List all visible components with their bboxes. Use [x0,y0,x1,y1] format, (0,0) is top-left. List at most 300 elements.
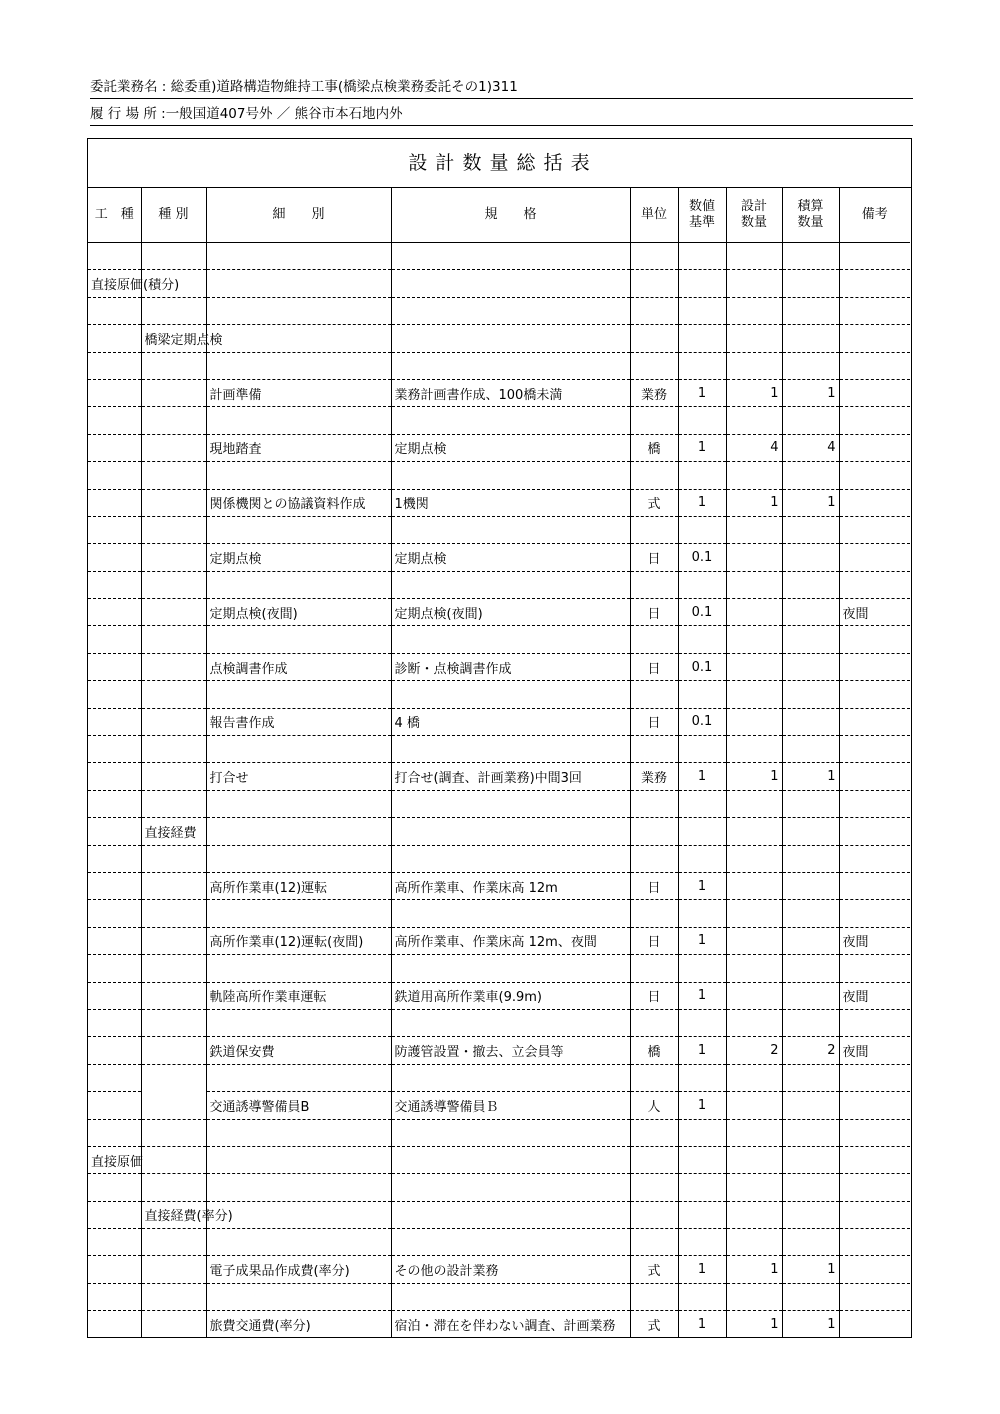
cell-sekkei [726,516,782,543]
cell-sekisan [782,544,839,571]
table-row [88,708,910,735]
cell-kijun [678,352,726,379]
col-header-shubetsu: 種 別 [141,187,206,243]
cell-shubetsu [141,571,206,598]
cell-saibetsu [206,352,391,379]
cell-shubetsu [141,352,206,379]
cell-koushu [88,352,141,379]
cell-sekisan [782,681,839,708]
cell-sekkei [726,708,782,735]
cell-kijun [678,1064,726,1091]
table-row [88,1119,910,1146]
cell-biko [839,325,910,352]
col-header-kikaku: 規 格 [391,187,630,243]
cell-kijun [678,243,726,270]
cell-koushu [88,955,141,982]
cell-kijun [678,571,726,598]
cell-kijun [678,1146,726,1173]
cell-biko [839,790,910,817]
cell-kikaku [391,955,630,982]
cell-sekisan [782,818,839,845]
cell-sekisan [782,708,839,735]
cell-saibetsu [206,243,391,270]
cell-shubetsu [141,708,206,735]
cell-kikaku [391,845,630,872]
table-row [88,243,910,270]
cell-kikaku [391,516,630,543]
cell-biko [839,653,910,680]
col-header-sekkei [726,187,782,243]
cell-kikaku [391,407,630,434]
cell-sekisan [782,1009,839,1036]
cell-koushu [88,872,141,899]
cell-kikaku [391,736,630,763]
cell-saibetsu [206,270,391,297]
cell-sekkei: 1 [726,489,782,516]
cell-sekkei [726,736,782,763]
cell-sekisan [782,270,839,297]
cell-biko [839,571,910,598]
cell-saibetsu [206,845,391,872]
cell-biko [839,763,910,790]
cell-sekisan [782,982,839,1009]
cell-tani [630,1283,678,1310]
cell-koushu [88,845,141,872]
cell-sekkei [726,1201,782,1228]
cell-saibetsu [206,1009,391,1036]
cell-shubetsu [141,626,206,653]
cell-tani: 業務 [630,379,678,406]
cell-koushu: 直接原価(積分) [88,270,141,297]
table-row [88,379,910,406]
cell-kijun: 1 [678,489,726,516]
cell-koushu [88,516,141,543]
cell-sekisan [782,297,839,324]
cell-biko [839,516,910,543]
cell-koushu [88,763,141,790]
cell-tani: 日 [630,927,678,954]
cell-koushu [88,489,141,516]
cell-saibetsu [206,790,391,817]
table-row [88,599,910,626]
cell-tani: 日 [630,982,678,1009]
cell-tani: 橋 [630,1037,678,1064]
cell-koushu [88,982,141,1009]
cell-sekkei [726,1092,782,1119]
cell-kijun [678,516,726,543]
cell-sekisan [782,1201,839,1228]
cell-biko [839,1256,910,1283]
cell-kikaku [391,790,630,817]
cell-tani [630,1201,678,1228]
cell-tani [630,297,678,324]
cell-sekisan [782,955,839,982]
cell-kikaku: 1機関 [391,489,630,516]
cell-koushu: 直接原価 [88,1146,141,1173]
cell-saibetsu [206,1283,391,1310]
cell-sekisan: 1 [782,763,839,790]
cell-kikaku [391,818,630,845]
cell-biko [839,736,910,763]
cell-saibetsu [206,818,391,845]
cell-sekkei: 1 [726,1256,782,1283]
cell-tani: 業務 [630,763,678,790]
cell-shubetsu [141,1146,206,1173]
cell-biko [839,352,910,379]
cell-biko [839,1092,910,1119]
cell-biko [839,1146,910,1173]
cell-koushu [88,407,141,434]
contract-name: 委託業務名 : 総委重)道路構造物維持工事(橋梁点検業務委託その1)311 [90,76,913,99]
cell-saibetsu: 軌陸高所作業車運転 [206,982,391,1009]
table-row [88,900,910,927]
cell-koushu [88,927,141,954]
cell-tani [630,681,678,708]
cell-sekkei [726,982,782,1009]
col-header-tani: 単位 [630,187,678,243]
cell-kikaku: 診断・点検調書作成 [391,653,630,680]
cell-kikaku [391,325,630,352]
cell-kikaku [391,297,630,324]
cell-sekkei [726,845,782,872]
cell-saibetsu: 電子成果品作成費(率分) [206,1256,391,1283]
cell-sekisan: 2 [782,1037,839,1064]
table-row [88,297,910,324]
work-location: 履 行 場 所 :一般国道407号外 ／ 熊谷市本石地内外 [90,103,913,126]
table-row [88,462,910,489]
cell-kikaku [391,352,630,379]
cell-tani [630,626,678,653]
cell-kikaku: 高所作業車、作業床高 12m [391,872,630,899]
cell-tani [630,955,678,982]
cell-biko [839,872,910,899]
cell-sekisan: 1 [782,489,839,516]
cell-koushu [88,1311,141,1338]
cell-kijun [678,462,726,489]
cell-sekisan [782,790,839,817]
cell-tani [630,790,678,817]
cell-shubetsu: 直接経費(率分) [141,1201,206,1228]
cell-shubetsu [141,407,206,434]
cell-saibetsu [206,736,391,763]
cell-biko: 夜間 [839,1037,910,1064]
cell-kikaku: 4 橋 [391,708,630,735]
cell-tani: 日 [630,708,678,735]
cell-shubetsu [141,927,206,954]
cell-sekkei [726,407,782,434]
table-row [88,982,910,1009]
cell-biko: 夜間 [839,599,910,626]
cell-saibetsu [206,900,391,927]
cell-koushu [88,1174,141,1201]
cell-saibetsu [206,297,391,324]
cell-shubetsu [141,489,206,516]
cell-biko [839,1119,910,1146]
table-row [88,763,910,790]
table-row [88,571,910,598]
cell-shubetsu [141,1256,206,1283]
cell-biko [839,1201,910,1228]
cell-kijun [678,681,726,708]
cell-biko [839,407,910,434]
cell-tani: 式 [630,1256,678,1283]
cell-biko: 夜間 [839,927,910,954]
cell-sekkei [726,1119,782,1146]
cell-shubetsu [141,1311,206,1338]
cell-sekisan [782,407,839,434]
cell-saibetsu [206,1229,391,1256]
cell-sekisan: 1 [782,379,839,406]
cell-kikaku [391,1009,630,1036]
cell-tani: 橋 [630,434,678,461]
table-row [88,1229,910,1256]
cell-koushu [88,1119,141,1146]
cell-sekkei [726,599,782,626]
cell-sekkei [726,681,782,708]
cell-tani: 日 [630,599,678,626]
cell-saibetsu: 現地踏査 [206,434,391,461]
cell-sekkei [726,1064,782,1091]
sheet-title: 設 計 数 量 総 括 表 [88,139,911,188]
cell-sekkei: 4 [726,434,782,461]
cell-kijun: 1 [678,1256,726,1283]
cell-koushu [88,599,141,626]
cell-sekisan [782,1119,839,1146]
cell-biko [839,708,910,735]
cell-shubetsu [141,1009,206,1036]
table-row [88,544,910,571]
cell-shubetsu [141,516,206,543]
cell-shubetsu [141,900,206,927]
cell-sekkei: 2 [726,1037,782,1064]
table-row [88,1092,910,1119]
cell-biko [839,1311,910,1338]
cell-saibetsu: 打合せ [206,763,391,790]
col-header-biko: 備考 [839,187,910,243]
table-row [88,927,910,954]
cell-tani [630,900,678,927]
cell-sekisan [782,927,839,954]
cell-kijun [678,1174,726,1201]
cell-sekisan [782,626,839,653]
col-header-koushu: 工 種 [88,187,141,243]
cell-tani: 日 [630,544,678,571]
cell-tani: 人 [630,1092,678,1119]
cell-shubetsu [141,297,206,324]
cell-koushu [88,379,141,406]
cell-kikaku [391,681,630,708]
cell-saibetsu [206,1201,391,1228]
cell-tani: 式 [630,1311,678,1338]
cell-kijun [678,626,726,653]
cell-tani [630,516,678,543]
cell-biko [839,1229,910,1256]
cell-biko [839,900,910,927]
cell-tani [630,1174,678,1201]
cell-saibetsu [206,681,391,708]
cell-biko [839,489,910,516]
cell-koushu [88,653,141,680]
cell-sekkei: 1 [726,379,782,406]
cell-tani [630,1009,678,1036]
col-header-kijun-line1: 数値 [688,198,715,214]
cell-kijun [678,736,726,763]
cell-sekkei [726,270,782,297]
cell-biko [839,818,910,845]
cell-shubetsu [141,379,206,406]
cell-saibetsu [206,407,391,434]
cell-koushu [88,297,141,324]
cell-sekkei [726,1283,782,1310]
cell-kikaku [391,1283,630,1310]
cell-koushu [88,708,141,735]
cell-saibetsu: 関係機関との協議資料作成 [206,489,391,516]
cell-sekisan [782,653,839,680]
cell-shubetsu [141,434,206,461]
cell-sekisan [782,1146,839,1173]
cell-kikaku [391,243,630,270]
cell-kijun [678,1229,726,1256]
cell-kijun: 1 [678,434,726,461]
cell-sekkei [726,297,782,324]
cell-sekkei [726,626,782,653]
cell-shubetsu [141,763,206,790]
table-row [88,1064,910,1091]
cell-kijun: 1 [678,1311,726,1338]
cell-kikaku [391,1119,630,1146]
cell-tani: 日 [630,653,678,680]
cell-biko [839,434,910,461]
cell-kijun [678,818,726,845]
cell-sekkei [726,462,782,489]
cell-saibetsu [206,1174,391,1201]
cell-biko [839,270,910,297]
cell-saibetsu [206,1064,391,1091]
cell-tani [630,1064,678,1091]
table-header-row [88,187,910,243]
cell-kikaku: 宿泊・滞在を伴わない調査、計画業務 [391,1311,630,1338]
cell-shubetsu [141,1283,206,1310]
cell-shubetsu [141,955,206,982]
cell-kikaku: 高所作業車、作業床高 12m、夜間 [391,927,630,954]
cell-tani [630,1229,678,1256]
cell-kikaku [391,1229,630,1256]
cell-sekkei [726,1229,782,1256]
cell-kijun [678,297,726,324]
col-header-saibetsu: 細 別 [206,187,391,243]
cell-kijun [678,1283,726,1310]
cell-sekisan [782,872,839,899]
cell-koushu [88,1229,141,1256]
cell-shubetsu [141,790,206,817]
cell-kikaku: 交通誘導警備員Ｂ [391,1092,630,1119]
col-header-sekisan-line1: 積算 [797,198,824,214]
cell-saibetsu [206,1146,391,1173]
cell-kijun: 0.1 [678,544,726,571]
cell-koushu [88,544,141,571]
cell-koushu [88,736,141,763]
cell-sekisan [782,1092,839,1119]
quantity-table [88,187,910,1338]
cell-koushu [88,626,141,653]
cell-koushu [88,1092,141,1119]
table-row [88,626,910,653]
cell-shubetsu [141,243,206,270]
col-header-sekkei-line2: 数量 [740,214,767,230]
table-row [88,1174,910,1201]
cell-shubetsu [141,872,206,899]
cell-koushu [88,1064,141,1091]
cell-biko [839,955,910,982]
cell-kijun: 1 [678,379,726,406]
cell-kijun [678,407,726,434]
cell-shubetsu [141,544,206,571]
cell-shubetsu [141,982,206,1009]
cell-saibetsu [206,955,391,982]
cell-tani [630,462,678,489]
cell-sekisan: 1 [782,1256,839,1283]
cell-sekkei [726,872,782,899]
cell-koushu [88,462,141,489]
cell-sekkei [726,653,782,680]
table-row [88,325,910,352]
cell-sekisan: 4 [782,434,839,461]
cell-kikaku [391,1174,630,1201]
cell-biko: 夜間 [839,982,910,1009]
table-row [88,681,910,708]
cell-kikaku: 定期点検 [391,434,630,461]
cell-koushu [88,325,141,352]
cell-koushu [88,434,141,461]
cell-sekisan [782,571,839,598]
cell-kijun [678,790,726,817]
quantity-summary-sheet [87,138,912,1338]
cell-sekkei [726,325,782,352]
table-row [88,845,910,872]
cell-shubetsu [141,736,206,763]
cell-kikaku [391,1201,630,1228]
cell-koushu [88,900,141,927]
cell-saibetsu: 鉄道保安費 [206,1037,391,1064]
cell-tani [630,243,678,270]
cell-sekisan [782,243,839,270]
cell-sekisan: 1 [782,1311,839,1338]
cell-kikaku: 打合せ(調査、計画業務)中間3回 [391,763,630,790]
cell-kijun: 1 [678,763,726,790]
cell-shubetsu [141,599,206,626]
cell-sekkei [726,790,782,817]
cell-biko [839,681,910,708]
cell-tani [630,845,678,872]
cell-kijun [678,1009,726,1036]
col-header-sekkei-line1: 設計 [740,198,767,214]
cell-saibetsu: 計画準備 [206,379,391,406]
cell-biko [839,462,910,489]
col-header-sekisan-line2: 数量 [797,214,824,230]
cell-saibetsu: 定期点検 [206,544,391,571]
cell-kijun [678,900,726,927]
cell-tani [630,1146,678,1173]
cell-biko [839,845,910,872]
cell-koushu [88,1201,141,1228]
table-row [88,489,910,516]
cell-kijun: 1 [678,1037,726,1064]
cell-kikaku [391,900,630,927]
cell-shubetsu [141,845,206,872]
cell-saibetsu: 高所作業車(12)運転 [206,872,391,899]
cell-saibetsu [206,516,391,543]
cell-kikaku [391,626,630,653]
